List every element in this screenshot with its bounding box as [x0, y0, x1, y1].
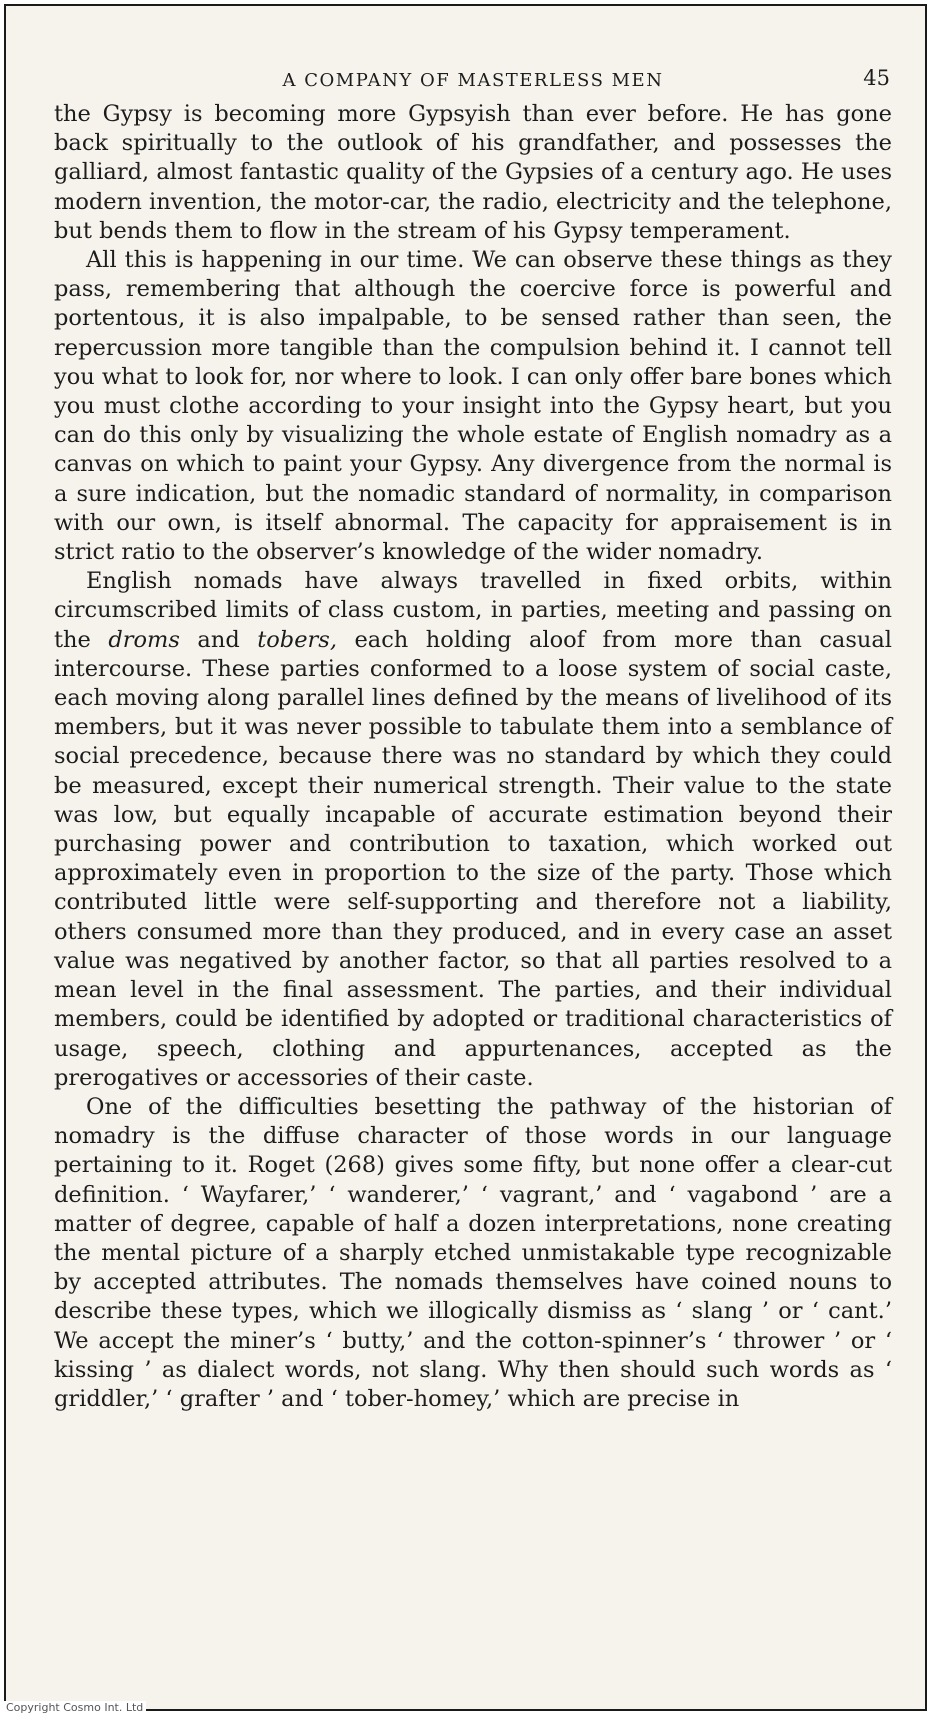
italic-word-droms: droms	[108, 626, 180, 653]
copyright-notice: Copyright Cosmo Int. Ltd	[3, 1701, 146, 1714]
paragraph-3	[54, 567, 892, 1093]
paragraph-1: the Gypsy is becoming more Gypsyish than ever before. He has gone back spiritually to the outlook of his grandfather, and possesses the galliard, almost fantastic quality of the Gypsies of a century ago. He uses modern invention, the motor-car, the radio, electricity and the telephone, but bends them to flow in the stream of his Gypsy temperament.	[54, 101, 892, 244]
italic-word-tobers: tobers,	[257, 626, 337, 653]
paragraph-3-text-c: each holding aloof from more than casual intercourse. These parties conformed to a loose system of social caste, each moving along parallel lines defined by the means of livelihood of its members, but it was never possible to tabulate them into a semblance of social precedence, because there was no standard by which they could be measured, except their numerical strength. Their value to the state was low, but equally incapable of accurate estimation beyond their purchasing power and contribution to taxation, which worked out approximately even in proportion to the size of the party. Those which contributed little were self-supporting and therefore not a liability, others consumed more than they produced, and in every case an asset value was negatived by another factor, so that all parties resolved to a mean level in the final assessment. The parties, and their individual members, could be identified by adopted or traditional characteristics of usage, speech, clothing and appurtenances, accepted as the prerogatives or accessories of their caste.	[54, 626, 892, 1091]
paragraph-4: One of the difficulties besetting the pathway of the historian of nomadry is the diffuse character of those words in our language pertaining to it. Roget (268) gives some fifty, but none offer a clear-cut definition. ‘ Wayfarer,’ ‘ wanderer,’ ‘ vagrant,’ and ‘ vagabond ’ are a matter of degree, capable of half a dozen interpretations, none creating the mental picture of a sharply etched unmistakable type recognizable by accepted attributes. The nomads themselves have coined nouns to describe these types, which we illogically dismiss as ‘ slang ’ or ‘ cant.’ We accept the miner’s ‘ butty,’ and the cotton-spinner’s ‘ thrower ’ or ‘ kissing ’ as dialect words, not slang. Why then should such words as ‘ griddler,’ ‘ grafter ’ and ‘ tober-homey,’ which are precise in	[54, 1093, 892, 1412]
paragraph-2: All this is happening in our time. We can observe these things as they pass, remembering that although the coercive force is powerful and portentous, it is also impalpable, to be sensed rather than seen, the repercussion more tangible than the compulsion behind it. I cannot tell you what to look for, nor where to look. I can only offer bare bones which you must clothe according to your insight into the Gypsy heart, but you can do this only by visualizing the whole estate of English nomadry as a canvas on which to paint your Gypsy. Any divergence from the normal is a sure indication, but the nomadic standard of normality, in comparison with our own, is itself abnormal. The capacity for appraisement is in strict ratio to the observer’s knowledge of the wider nomadry.	[54, 247, 892, 566]
running-header	[54, 64, 892, 100]
page-number: 45	[863, 66, 890, 90]
page-frame	[4, 4, 927, 1711]
book-page	[54, 64, 892, 1414]
paragraph-3-text-a: English nomads have always travelled in fixed orbits, within circumscribed limits of class custom, in parties, meeting and passing on the	[54, 568, 892, 653]
running-title: A COMPANY OF MASTERLESS MEN	[282, 70, 664, 91]
paragraph-3-text-b: and	[179, 626, 258, 653]
